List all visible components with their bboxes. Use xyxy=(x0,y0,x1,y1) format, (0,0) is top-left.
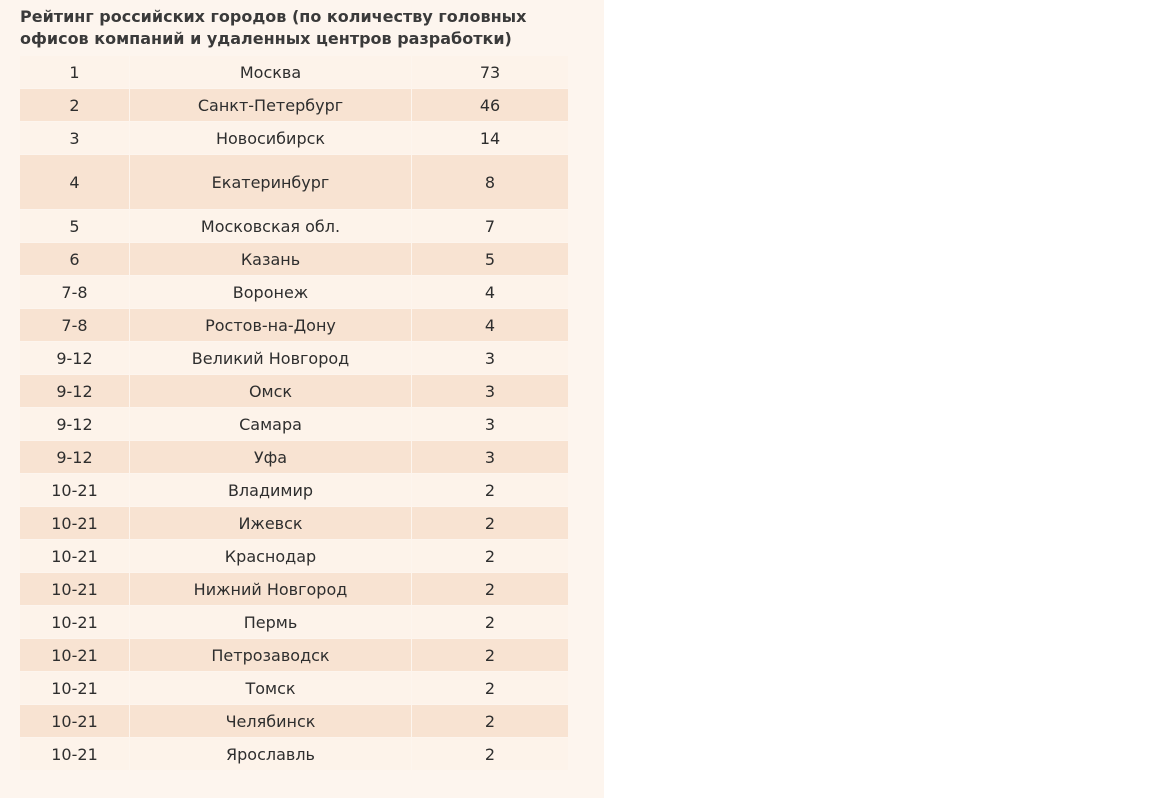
city-cell: Казань xyxy=(130,243,411,275)
table-row xyxy=(20,639,568,671)
rank-cell: 7-8 xyxy=(20,309,129,341)
city-cell: Уфа xyxy=(130,441,411,473)
rank-cell: 9-12 xyxy=(20,375,129,407)
city-cell: Томск xyxy=(130,672,411,704)
count-cell: 3 xyxy=(412,342,568,374)
city-cell: Воронеж xyxy=(130,276,411,308)
rank-cell: 10-21 xyxy=(20,474,129,506)
rank-cell: 10-21 xyxy=(20,705,129,737)
city-cell: Челябинск xyxy=(130,705,411,737)
city-cell: Московская обл. xyxy=(130,210,411,242)
count-cell: 2 xyxy=(412,606,568,638)
table-row xyxy=(20,56,568,88)
rank-cell: 10-21 xyxy=(20,573,129,605)
table-row xyxy=(20,243,568,275)
count-cell: 3 xyxy=(412,441,568,473)
rank-cell: 5 xyxy=(20,210,129,242)
count-cell: 3 xyxy=(412,408,568,440)
table-title: Рейтинг российских городов (по количеству головных офисов компаний и удаленных центров разработки) xyxy=(20,7,527,48)
count-cell: 7 xyxy=(412,210,568,242)
table-row xyxy=(20,705,568,737)
city-cell: Нижний Новгород xyxy=(130,573,411,605)
rank-cell: 3 xyxy=(20,122,129,154)
ranking-table xyxy=(20,56,568,771)
city-cell: Новосибирск xyxy=(130,122,411,154)
count-cell: 2 xyxy=(412,738,568,770)
table-row xyxy=(20,155,568,209)
table-row xyxy=(20,89,568,121)
table-row xyxy=(20,309,568,341)
table-row xyxy=(20,474,568,506)
count-cell: 5 xyxy=(412,243,568,275)
rank-cell: 9-12 xyxy=(20,342,129,374)
count-cell: 3 xyxy=(412,375,568,407)
rank-cell: 10-21 xyxy=(20,639,129,671)
rank-cell: 7-8 xyxy=(20,276,129,308)
city-cell: Ростов-на-Дону xyxy=(130,309,411,341)
count-cell: 2 xyxy=(412,705,568,737)
rank-cell: 10-21 xyxy=(20,672,129,704)
count-cell: 8 xyxy=(412,155,568,209)
table-row xyxy=(20,672,568,704)
count-cell: 2 xyxy=(412,474,568,506)
city-cell: Екатеринбург xyxy=(130,155,411,209)
count-cell: 2 xyxy=(412,639,568,671)
city-cell: Омск xyxy=(130,375,411,407)
rank-cell: 10-21 xyxy=(20,540,129,572)
count-cell: 46 xyxy=(412,89,568,121)
table-row xyxy=(20,441,568,473)
rank-cell: 10-21 xyxy=(20,507,129,539)
table-row xyxy=(20,606,568,638)
city-cell: Владимир xyxy=(130,474,411,506)
rank-cell: 10-21 xyxy=(20,606,129,638)
rank-cell: 6 xyxy=(20,243,129,275)
count-cell: 4 xyxy=(412,309,568,341)
table-row xyxy=(20,210,568,242)
rank-cell: 4 xyxy=(20,155,129,209)
city-cell: Москва xyxy=(130,56,411,88)
table-row xyxy=(20,573,568,605)
table-row xyxy=(20,276,568,308)
city-cell: Ижевск xyxy=(130,507,411,539)
city-cell: Пермь xyxy=(130,606,411,638)
table-row xyxy=(20,507,568,539)
rank-cell: 10-21 xyxy=(20,738,129,770)
table-row xyxy=(20,122,568,154)
city-cell: Петрозаводск xyxy=(130,639,411,671)
count-cell: 2 xyxy=(412,672,568,704)
city-cell: Великий Новгород xyxy=(130,342,411,374)
count-cell: 14 xyxy=(412,122,568,154)
city-cell: Санкт-Петербург xyxy=(130,89,411,121)
rank-cell: 9-12 xyxy=(20,408,129,440)
table-row xyxy=(20,342,568,374)
city-cell: Самара xyxy=(130,408,411,440)
table-row xyxy=(20,540,568,572)
count-cell: 2 xyxy=(412,573,568,605)
count-cell: 2 xyxy=(412,540,568,572)
table-row xyxy=(20,738,568,770)
count-cell: 4 xyxy=(412,276,568,308)
count-cell: 73 xyxy=(412,56,568,88)
city-cell: Ярославль xyxy=(130,738,411,770)
rank-cell: 2 xyxy=(20,89,129,121)
rank-cell: 1 xyxy=(20,56,129,88)
table-row xyxy=(20,375,568,407)
city-cell: Краснодар xyxy=(130,540,411,572)
rank-cell: 9-12 xyxy=(20,441,129,473)
table-row xyxy=(20,408,568,440)
count-cell: 2 xyxy=(412,507,568,539)
